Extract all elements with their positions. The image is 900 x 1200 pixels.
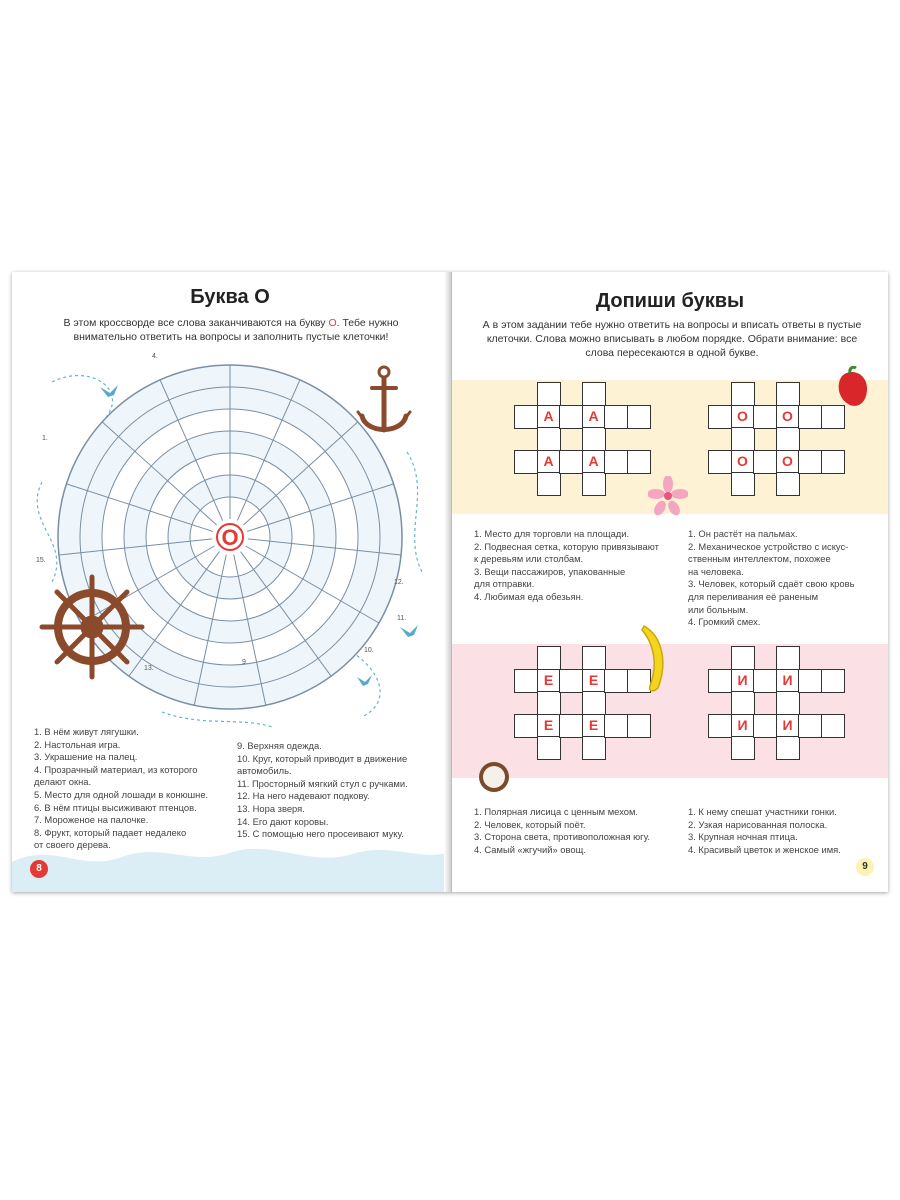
clue-item: 2. Человек, который поёт. [474,818,586,830]
clue-item: 7. Мороженое на палочке. [34,814,149,826]
wheel-number: 4. [152,353,158,360]
crossword-empty-cell[interactable] [821,714,845,738]
clue-item: 1. Полярная лисица с ценным мехом. [474,806,639,817]
right-page [452,272,888,892]
crossword-empty-cell[interactable] [753,450,777,474]
crossword-empty-cell[interactable] [708,714,732,738]
crossword-letter-cell: И [731,669,755,693]
crossword-empty-cell[interactable] [537,691,561,715]
clue-item: 1. Он растёт на пальмах. [688,528,798,539]
intro-text-1: В этом кроссворде все слова заканчиваются на букву [63,317,329,329]
intro-left [36,316,426,344]
crossword-empty-cell[interactable] [559,450,583,474]
clue-list-o [688,528,888,629]
crossword-empty-cell[interactable] [627,714,651,738]
wave-decor [12,832,448,892]
wheel-number: 12. [394,579,404,586]
crossword-empty-cell[interactable] [514,714,538,738]
clue-item: 10. Круг, который приводит в движение автомобиль. [237,752,408,777]
crossword-letter-cell: А [537,450,561,474]
page-number-left: 8 [30,860,48,878]
crossword-letter-cell: О [776,450,800,474]
crossword-empty-cell[interactable] [776,382,800,406]
crossword-empty-cell[interactable] [582,691,606,715]
crossword-empty-cell[interactable] [776,427,800,451]
clue-item: 15. С помощью него просеивают муку. [237,828,404,840]
crossword-empty-cell[interactable] [537,646,561,670]
crossword-empty-cell[interactable] [798,405,822,429]
clue-item: 4. Громкий смех. [688,616,761,628]
center-letter: О [221,525,239,550]
pepper-icon [832,366,872,410]
page-title-right: Допиши буквы [595,290,745,312]
crossword-empty-cell[interactable] [537,736,561,760]
crossword-empty-cell[interactable] [514,669,538,693]
crossword-empty-cell[interactable] [514,405,538,429]
crossword-letter-cell: И [776,669,800,693]
crossword-empty-cell[interactable] [582,427,606,451]
crossword-letter-cell: О [776,405,800,429]
crossword-empty-cell[interactable] [753,405,777,429]
clue-item: 4. Самый «жгучий» овощ. [474,843,586,855]
crossword-empty-cell[interactable] [604,714,628,738]
clue-item: 11. Просторный мягкий стул с ручками. [237,777,408,789]
crossword-empty-cell[interactable] [537,427,561,451]
clue-item: 2. Настольная игра. [34,738,121,750]
crossword-empty-cell[interactable] [776,736,800,760]
crossword-empty-cell[interactable] [537,382,561,406]
crossword-empty-cell[interactable] [582,646,606,670]
wheel-number: 9. [242,659,248,666]
crossword-empty-cell[interactable] [559,714,583,738]
crossword-empty-cell[interactable] [776,472,800,496]
crossword-letter-cell: А [582,450,606,474]
clue-list-i [688,806,888,856]
crossword-empty-cell[interactable] [627,450,651,474]
crossword-empty-cell[interactable] [514,450,538,474]
clue-item: 4. Красивый цветок и женское имя. [688,843,841,855]
clue-item: 3. Человек, который сдаёт свою кровь для переливания её раненым или больным. [688,578,855,615]
clue-item: 1. Место для торговли на площади. [474,528,630,539]
crossword-empty-cell[interactable] [776,691,800,715]
crossword-letter-cell: О [731,405,755,429]
crossword-letter-cell: О [731,450,755,474]
crossword-empty-cell[interactable] [821,669,845,693]
crossword-empty-cell[interactable] [708,405,732,429]
clue-item: 1. К нему спешат участники гонки. [688,806,837,817]
crossword-empty-cell[interactable] [559,669,583,693]
crossword-empty-cell[interactable] [798,669,822,693]
clue-list-left-2 [237,740,442,841]
clue-item: 2. Механическое устройство с искус- ственным интеллектом, похожее на человека. [688,540,849,577]
crossword-empty-cell[interactable] [798,450,822,474]
crossword-empty-cell[interactable] [731,427,755,451]
clue-item: 2. Подвесная сетка, которую привязывают к деревьям или столбам. [474,540,659,565]
flower-icon [648,476,688,516]
clue-item: 5. Место для одной лошади в конюшне. [34,788,209,800]
clue-item: 8. Фрукт, который падает недалеко от своего дерева. [34,826,187,851]
intro-right: А в этом задании тебе нужно ответить на вопросы и вписать ответы в пустые клеточки. Слова можно вписывать в любом порядке. Обрати внимание: все слова пересекаются в одной букве. [482,319,862,359]
crossword-letter-cell: Е [537,714,561,738]
wheel-number: 1. [42,435,48,442]
crossword-empty-cell[interactable] [582,382,606,406]
crossword-empty-cell[interactable] [604,669,628,693]
clue-item: 4. Любимая еда обезьян. [474,590,584,602]
clue-item: 12. На него надевают подкову. [237,790,370,802]
crossword-empty-cell[interactable] [731,472,755,496]
clue-item: 3. Вещи пассажиров, упакованные для отправки. [474,565,626,590]
intro-text-2: . Тебе нужно внимательно ответить на вопросы и заполнить пустые клеточки! [73,317,399,343]
page-title-left: Буква О [190,286,270,308]
wheel-number: 11. [397,615,407,622]
clue-item: 2. Узкая нарисованная полоска. [688,818,828,830]
crossword-empty-cell[interactable] [798,714,822,738]
crossword-letter-cell: Е [582,669,606,693]
clue-list-a [474,528,684,604]
wheel-number: 13. [144,665,154,672]
banana-icon [638,622,672,694]
workbook-spread [12,272,888,892]
crossword-empty-cell[interactable] [731,646,755,670]
crossword-empty-cell[interactable] [559,405,583,429]
crossword-letter-cell: А [582,405,606,429]
crossword-empty-cell[interactable] [776,646,800,670]
circular-crossword [12,352,448,732]
page-number-right: 9 [856,858,874,876]
ship-wheel-icon [42,577,142,677]
clue-list-e [474,806,684,856]
crossword-empty-cell[interactable] [731,736,755,760]
coconut-icon [476,760,512,794]
clue-item: 14. Его дают коровы. [237,815,329,827]
clue-item: 4. Прозрачный материал, из которого делают окна. [34,763,198,788]
crossword-empty-cell[interactable] [604,405,628,429]
crossword-empty-cell[interactable] [582,472,606,496]
clue-item: 3. Украшение на палец. [34,751,138,763]
clue-item: 1. В нём живут лягушки. [34,726,139,737]
clue-item: 3. Крупная ночная птица. [688,831,798,843]
crossword-empty-cell[interactable] [821,450,845,474]
anchor-icon [358,367,410,430]
crossword-empty-cell[interactable] [731,382,755,406]
crossword-empty-cell[interactable] [731,691,755,715]
crossword-empty-cell[interactable] [753,714,777,738]
crossword-empty-cell[interactable] [627,405,651,429]
wheel-number: 15. [36,557,46,564]
crossword-letter-cell: И [776,714,800,738]
crossword-letter-cell: А [537,405,561,429]
clue-item: 13. Нора зверя. [237,802,305,814]
crossword-empty-cell[interactable] [753,669,777,693]
clue-item: 9. Верхняя одежда. [237,740,322,751]
clue-item: 6. В нём птицы высиживают птенцов. [34,801,197,813]
crossword-empty-cell[interactable] [708,669,732,693]
wheel-number: 10. [364,647,374,654]
crossword-empty-cell[interactable] [708,450,732,474]
crossword-letter-cell: Е [537,669,561,693]
intro-letter: О [328,317,337,329]
crossword-empty-cell[interactable] [582,736,606,760]
crossword-letter-cell: И [731,714,755,738]
crossword-empty-cell[interactable] [537,472,561,496]
clue-item: 3. Сторона света, противоположная югу. [474,831,650,843]
crossword-empty-cell[interactable] [604,450,628,474]
crossword-letter-cell: Е [582,714,606,738]
left-page [12,272,448,892]
